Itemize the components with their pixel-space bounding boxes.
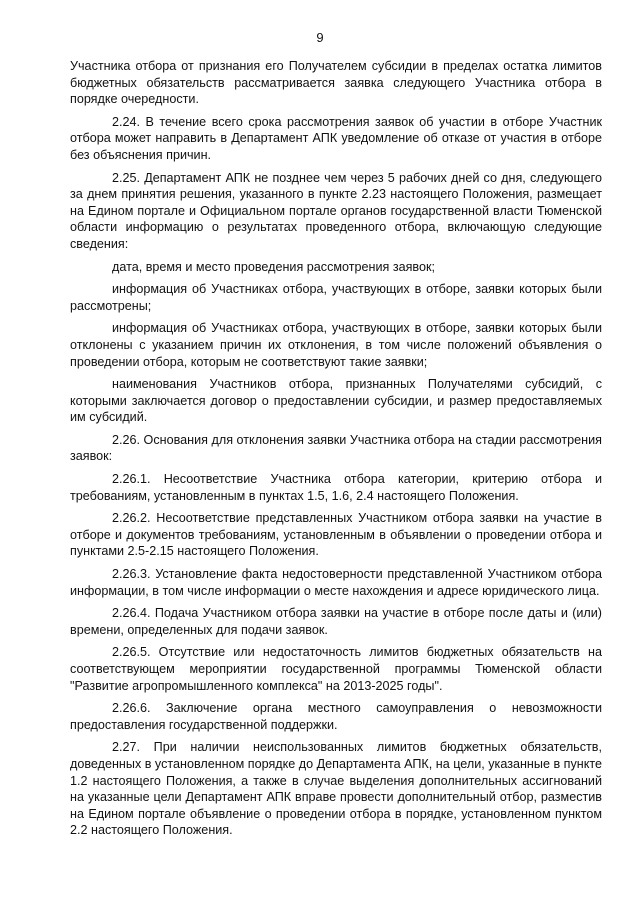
paragraph: 2.26.2. Несоответствие представленных Участником отбора заявки на участие в отборе и документов требованиям, установленным в объявлении о проведении отбора и пунктами 2.5-2.15 настоящего Положения. xyxy=(70,511,602,559)
page-number: 9 xyxy=(316,30,324,45)
paragraph: наименования Участников отбора, признанных Получателями субсидий, с которыми заключается договор о предоставлении субсидии, и размер предоставляемых им субсидий. xyxy=(70,377,602,425)
paragraph: дата, время и место проведения рассмотрения заявок; xyxy=(112,259,435,274)
paragraph: 2.27. При наличии неиспользованных лимитов бюджетных обязательств, доведенных в установленном порядке до Департамента АПК, на цели, указанные в пункте 1.2 настоящего Положения, а также в случае выделения дополнительных ассигнований на указанные цели Департамент АПК вправе провести дополнительный отбор, разместив на Едином портале объявление о проведении отбора в порядке, установленном пунктом 2.2 настоящего Положения. xyxy=(70,740,602,838)
paragraph: 2.25. Департамент АПК не позднее чем через 5 рабочих дней со дня, следующего за днем принятия решения, указанного в пункте 2.23 настоящего Положения, размещает на Едином портале и Официальном портале органов государственной власти Тюменской области информацию о результатах проведенного отбора, включающую следующие сведения: xyxy=(70,170,602,251)
paragraph: 2.26.4. Подача Участником отбора заявки на участие в отборе после даты и (или) времени, определенных для подачи заявок. xyxy=(70,606,602,637)
paragraph: 2.26.1. Несоответствие Участника отбора категории, критерию отбора и требованиям, установленным в пунктах 1.5, 1.6, 2.4 настоящего Положения. xyxy=(70,472,602,503)
paragraph: 2.26.6. Заключение органа местного самоуправления о невозможности предоставления государственной поддержки. xyxy=(70,701,602,732)
paragraph: информация об Участниках отбора, участвующих в отборе, заявки которых были рассмотрены; xyxy=(70,282,602,313)
paragraph: 2.26.3. Установление факта недостоверности представленной Участником отбора информации, в том числе информации о месте нахождения и адресе юридического лица. xyxy=(70,567,602,598)
paragraph: Участника отбора от признания его Получателем субсидии в пределах остатка лимитов бюджетных обязательств рассматривается заявка следующего Участника отбора в порядке очередности. xyxy=(70,59,602,107)
paragraph: 2.26.5. Отсутствие или недостаточность лимитов бюджетных обязательств на соответствующем мероприятии государственной программы Тюменской области "Развитие агропромышленного комплекса" на 2013-2025 годы". xyxy=(70,645,602,693)
paragraph: информация об Участниках отбора, участвующих в отборе, заявки которых были отклонены с указанием причин их отклонения, в том числе положений объявления о проведении отбора, которым не соответствуют такие заявки; xyxy=(70,321,602,369)
document-body xyxy=(70,58,602,845)
paragraph: 2.24. В течение всего срока рассмотрения заявок об участии в отборе Участник отбора может направить в Департамент АПК уведомление об отказе от участия в отборе без объяснения причин. xyxy=(70,114,602,162)
paragraph: 2.26. Основания для отклонения заявки Участника отбора на стадии рассмотрения заявок: xyxy=(70,432,602,464)
